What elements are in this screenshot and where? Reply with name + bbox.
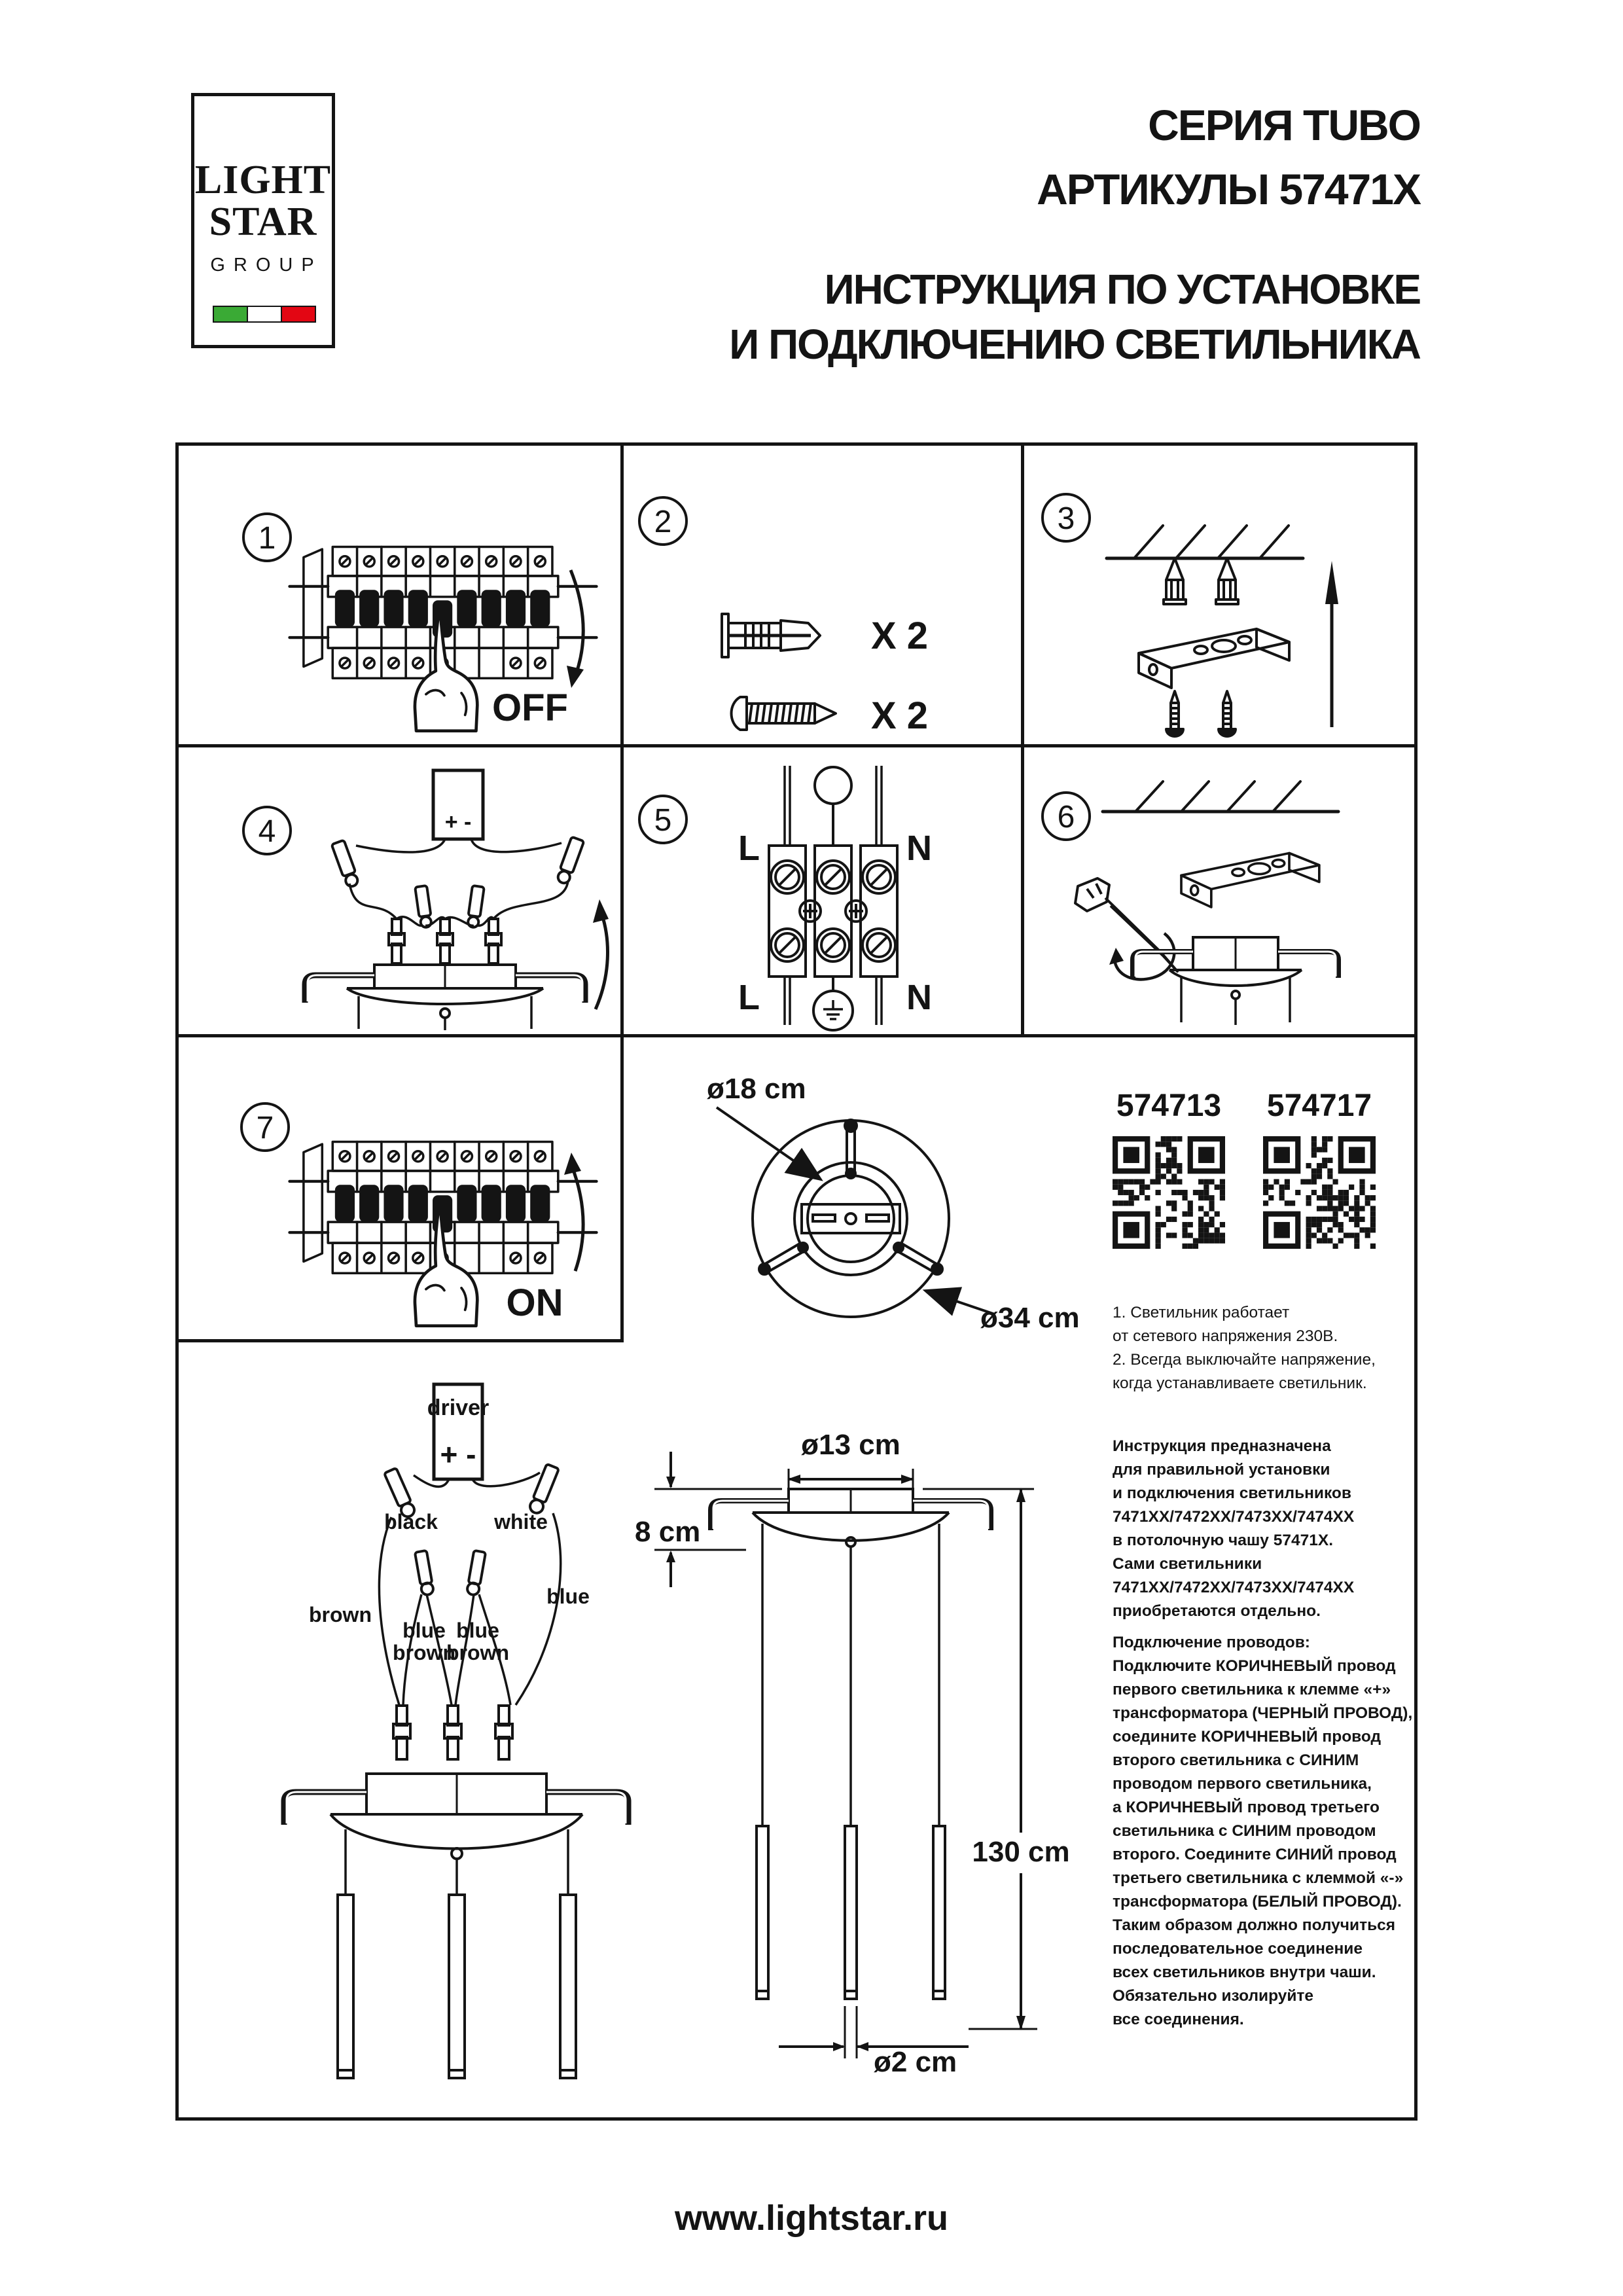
step-4-number: 4 [258,814,276,849]
rotate-up-arrow [571,1163,583,1271]
up-arrow-head [1325,561,1338,604]
articles-title: АРТИКУЛЫ 57471X [1037,165,1420,213]
on-label: ON [506,1282,563,1324]
wall-anchor-icon [722,614,820,657]
driver-label: driver [427,1395,490,1420]
wire-black-label: black [384,1510,438,1534]
flag-white [248,307,282,321]
driver-wiring-diagram [183,1342,641,2088]
screw-quantity: X 2 [871,694,929,737]
tube-diameter-label: ø2 cm [874,2046,957,2078]
arrow-head [567,666,584,688]
mid-right-brown-label: brown [446,1641,509,1664]
wire-white-label: white [494,1510,548,1534]
safety-notes: 1. Светильник работает от сетевого напряжения 230В. 2. Всегда выключайте напряжение, когда устанавливаете светильник. [1113,1304,1376,1392]
flag-green [214,307,248,321]
canopy-height-label: 8 cm [635,1516,701,1548]
anchor-quantity: X 2 [871,615,929,657]
step-3-number: 3 [1057,501,1075,536]
ceiling-hatch [1107,526,1303,558]
panel-5-terminal-block [624,747,1018,1031]
logo-word-group: GROUP [210,255,323,276]
wiring-paragraph: Подключение проводов: Подключите КОРИЧНЕВЫЙ провод первого светильника к клемме «+» трансформатора (ЧЕРНЫЙ ПРОВОД), соедините КОРИЧНЕВЫЙ провод второго светильника с СИНИМ проводом первого светильника, а КОРИЧНЕВЫЙ провод третьего светильника с СИНИМ проводом второго. Соедините СИНИЙ провод третьего светильника с клеммой «-» трансформатора (БЕЛЫЙ ПРОВОД). Таким образом должно получиться последовательное соединение всех светильников внутри чаши. Обязательно изолируйте все соединения. [1113,1634,1413,2028]
wire-connectors [332,837,584,928]
article-574717-label: 574717 [1266,1088,1372,1123]
mid-right-blue-label: blue [456,1619,499,1642]
inner-diameter-label: ø18 cm [707,1073,806,1105]
qr-code-left [1113,1136,1225,1249]
canopy-top-view-drawing [654,1047,1099,1414]
rotate-up-arrow [596,911,607,1009]
screw-icon [732,697,836,730]
lamp-plug-stacks [393,1706,512,1759]
step-5-number: 5 [654,803,672,838]
screwdriver-icon [1075,878,1177,979]
mid-left-brown-label: brown [393,1641,455,1664]
document-titles [729,93,1420,372]
instruction-title-line1: ИНСТРУКЦИЯ ПО УСТАНОВКЕ [824,266,1420,313]
step-2-number: 2 [654,505,672,539]
arrow-head [593,899,609,923]
screws-up-icons [1166,691,1236,736]
canopy-drawing [1133,937,1338,1025]
cable-length-label: 130 cm [972,1836,1070,1868]
website-url: www.lightstar.ru [674,2198,949,2238]
step-6-number: 6 [1057,800,1075,834]
instruction-title-line2: И ПОДКЛЮЧЕНИЮ СВЕТИЛЬНИКА [729,321,1420,368]
wire-blue-label: blue [546,1585,590,1608]
canopy-diameter-label: ø13 cm [801,1429,901,1461]
off-label: OFF [492,687,568,729]
panel-3-mount-bracket [1024,446,1414,742]
canopy-drawing [284,1774,628,1859]
logo-word-light: LIGHT [194,158,332,202]
driver-polarity: + - [440,1437,476,1471]
mounting-bracket-icon [1139,629,1289,688]
step-1-number: 1 [258,521,276,556]
wires [379,1473,560,1705]
panel-4-connect-driver [178,747,618,1031]
pendant-cables-tubes [338,1829,576,2078]
ceiling-hatch [1103,781,1338,812]
installation-paragraph: Инструкция предназначена для правильной установки и подключения светильников 7471XX/7472XX/7473XX/7474XX в потолочную чашу 57471X. Сами светильники 7471XX/7472XX/7473XX/7474XX приобретаются отдельно. [1113,1437,1355,1620]
series-title: СЕРИЯ TUBO [1148,101,1420,149]
outer-diameter-label: ø34 cm [980,1302,1080,1334]
qr-code-right [1263,1136,1376,1249]
arrow-head [564,1153,581,1175]
panel-7-turn-power-on [178,1037,618,1336]
flag-red [282,307,315,321]
driver-polarity-label: + - [444,810,472,834]
canopy-side-view [711,1489,991,1547]
logo-word-star: STAR [209,200,317,244]
lamp-plug-stacks [389,919,501,963]
anchors-up-icons [1164,558,1238,604]
label-N-bottom: N [906,978,932,1017]
pendant-dimension-drawing [615,1414,1093,2094]
mid-left-blue-label: blue [402,1619,446,1642]
wires [349,839,568,925]
pendant-cables-tubes [757,1524,945,1999]
mounting-bracket-icon [1181,853,1319,908]
panel-6-fix-canopy [1024,747,1414,1031]
panel-1-turn-power-off [178,446,618,742]
article-574713-label: 574713 [1116,1088,1222,1123]
wire-brown-label: brown [309,1603,372,1626]
italian-flag-icon [213,306,316,323]
inner-diameter-leader [717,1107,821,1179]
lightstar-logo [191,93,335,348]
panel-2-fixings-included [624,446,1018,742]
label-N-top: N [906,829,932,868]
label-L-top: L [738,829,760,868]
step-7-number: 7 [256,1111,274,1145]
canopy-drawing [305,965,585,1030]
terminal-block-drawing [769,766,897,1030]
label-L-bottom: L [738,978,760,1017]
